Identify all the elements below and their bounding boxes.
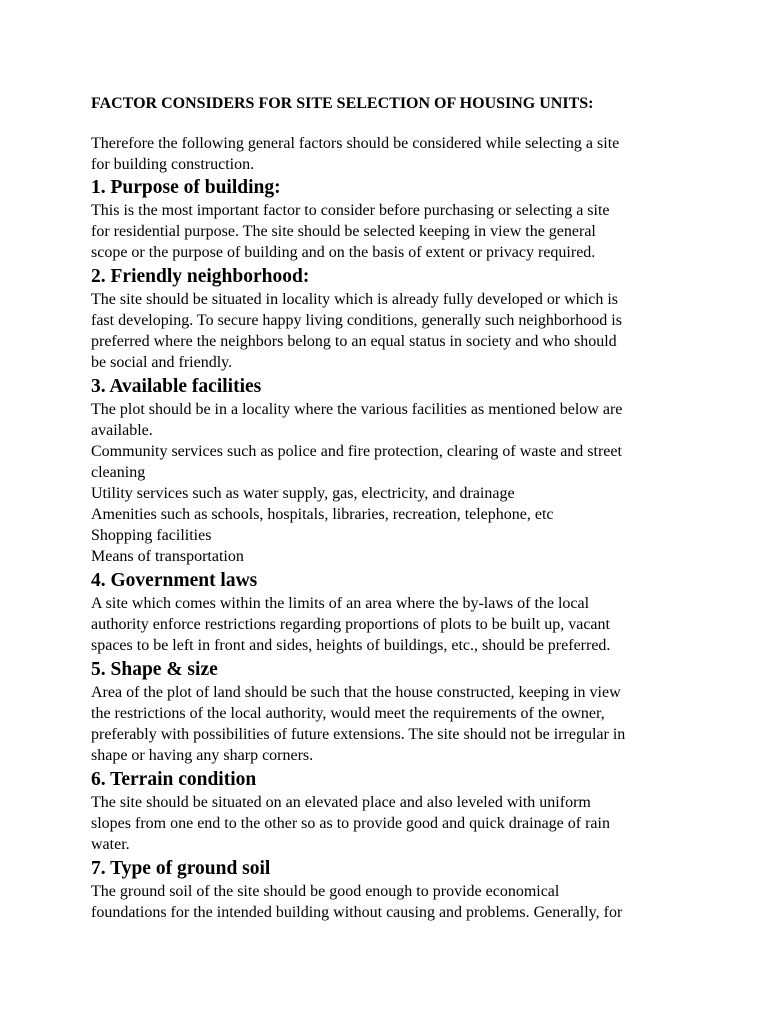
body-line: available. <box>91 422 153 439</box>
body-line: cleaning <box>91 464 146 481</box>
body-line: authority enforce restrictions regarding proportions of plots to be built up, vacant <box>91 616 610 633</box>
section-heading: 4. Government laws <box>91 570 258 591</box>
body-line: slopes from one end to the other so as to provide good and quick drainage of rain <box>91 815 610 832</box>
document-title: FACTOR CONSIDERS FOR SITE SELECTION OF HOUSING UNITS: <box>91 95 594 112</box>
body-line: fast developing. To secure happy living conditions, generally such neighborhood is <box>91 312 622 329</box>
body-line: scope or the purpose of building and on the basis of extent or privacy required. <box>91 244 596 261</box>
body-line: spaces to be left in front and sides, heights of buildings, etc., should be preferred. <box>91 637 611 654</box>
body-line: The site should be situated on an elevated place and also leveled with uniform <box>91 794 591 811</box>
body-line: preferably with possibilities of future extensions. The site should not be irregular in <box>91 726 626 743</box>
section-shape-and-size <box>91 657 691 767</box>
intro-paragraph <box>91 133 691 175</box>
body-line: The plot should be in a locality where the various facilities as mentioned below are <box>91 401 623 418</box>
section-friendly-neighborhood <box>91 264 691 374</box>
section-body <box>91 682 691 767</box>
body-line: for residential purpose. The site should be selected keeping in view the general <box>91 223 596 240</box>
body-line: Shopping facilities <box>91 527 212 544</box>
body-line: A site which comes within the limits of an area where the by-laws of the local <box>91 595 590 612</box>
section-heading: 1. Purpose of building: <box>91 177 281 198</box>
section-body <box>91 200 691 264</box>
document-page <box>91 94 691 924</box>
body-line: Means of transportation <box>91 548 244 565</box>
intro-line: for building construction. <box>91 156 255 173</box>
section-type-of-ground-soil <box>91 856 691 924</box>
body-line: Community services such as police and fire protection, clearing of waste and street <box>91 443 622 460</box>
section-body <box>91 881 691 924</box>
body-line: water. <box>91 836 130 853</box>
body-line: be social and friendly. <box>91 354 233 371</box>
body-line: Area of the plot of land should be such that the house constructed, keeping in view <box>91 684 621 701</box>
body-line: The ground soil of the site should be good enough to provide economical <box>91 883 560 900</box>
section-body <box>91 792 691 856</box>
section-heading: 2. Friendly neighborhood: <box>91 266 310 287</box>
intro-line: Therefore the following general factors should be considered while selecting a site <box>91 135 620 152</box>
section-body <box>91 289 691 374</box>
section-government-laws <box>91 568 691 657</box>
section-heading: 7. Type of ground soil <box>91 858 271 879</box>
section-heading: 5. Shape & size <box>91 659 218 680</box>
section-heading: 6. Terrain condition <box>91 769 257 790</box>
section-heading: 3. Available facilities <box>91 376 262 397</box>
body-line: The site should be situated in locality which is already fully developed or which is <box>91 291 618 308</box>
section-body <box>91 399 691 568</box>
section-purpose-of-building <box>91 175 691 264</box>
body-line: Utility services such as water supply, gas, electricity, and drainage <box>91 485 515 502</box>
body-line: This is the most important factor to consider before purchasing or selecting a site <box>91 202 610 219</box>
section-body <box>91 593 691 657</box>
section-terrain-condition <box>91 767 691 856</box>
body-line: foundations for the intended building without causing and problems. Generally, for <box>91 904 623 921</box>
body-line: the restrictions of the local authority, would meet the requirements of the owner, <box>91 705 605 722</box>
body-line: Amenities such as schools, hospitals, libraries, recreation, telephone, etc <box>91 506 554 523</box>
body-line: shape or having any sharp corners. <box>91 747 314 764</box>
section-available-facilities <box>91 374 691 568</box>
body-line: preferred where the neighbors belong to an equal status in society and who should <box>91 333 617 350</box>
